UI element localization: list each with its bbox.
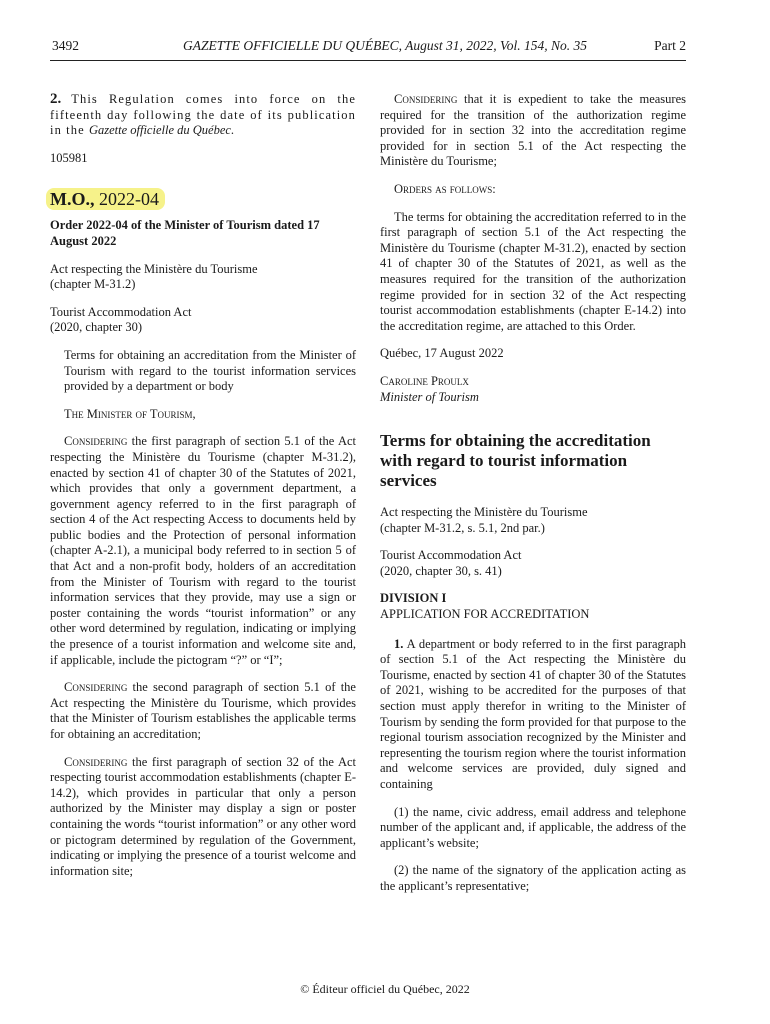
act-chapter: (chapter M-31.2) (50, 277, 136, 292)
running-header-title: GAZETTE OFFICIELLE DU QUÉBEC, August 31, 2022, Vol. 154, No. 35 (182, 38, 587, 53)
part-label: Part 2 (654, 38, 686, 53)
section-2-paragraph (50, 92, 356, 139)
header-rule (50, 60, 686, 61)
considering-paragraph-3 (50, 755, 356, 880)
gazette-name: Gazette officielle du Québec (88, 123, 231, 138)
division-number: DIVISION I (380, 591, 447, 606)
considering-lead: Considering (394, 92, 458, 106)
act-name: Act respecting the Ministère du Tourisme (380, 505, 588, 520)
considering-lead: Considering (64, 680, 128, 695)
act-reference-2 (50, 305, 356, 336)
act-citation: (2020, chapter 30, s. 41) (380, 563, 502, 578)
considering-text: the first paragraph of section 5.1 of the Act respecting the Ministère du Tourisme (chapter M-31.2), enacted by section 41 of chapter 30 of the Statutes of 2021, which provides that only a government department, a government agency referred to in the first paragraph of section 4 of the Act respecting Access to documents held by public bodies and the Protection of personal information (chapter A-2.1), a municipal body referred to in section 5 of that Act and a non-profit body, holders of an accreditation from the Minister of Tourism with regard to the tourist information services that they provide, may use a sign or poster containing the words “tourist information” or any other word determined by regulation, indicating or implying the presence of a tourist information and welcome site and, if applicable, include the pictogram “?” or “I”; (50, 434, 356, 667)
considering-lead: Considering (64, 754, 128, 769)
act-reference-1 (50, 262, 356, 293)
signature-block (380, 374, 686, 405)
place-and-date: Québec, 17 August 2022 (380, 346, 504, 361)
considering-text: that it is expedient to take the measures required for the transition of the authorization regime provided for in section 32 into the accreditation regime provided for in section 5.1 of the Act respecting the Ministère du Tourisme; (380, 92, 686, 169)
considering-lead: Considering (64, 434, 128, 449)
mo-number: 2022-04 (99, 189, 159, 210)
ministerial-order-highlight (46, 188, 165, 210)
division-heading (380, 591, 686, 622)
act-chapter: (2020, chapter 30) (50, 320, 142, 335)
considering-text: the second paragraph of section 5.1 of the Act respecting the Ministère du Tourisme, which provides that the Minister of Tourism establishes the applicable terms for obtaining an accreditation; (50, 680, 356, 741)
left-column (50, 92, 356, 891)
order-title: Order 2022-04 of the Minister of Tourism dated 17 August 2022 (50, 218, 320, 248)
signatory-name: Caroline Proulx (380, 373, 469, 388)
section-text: This Regulation comes into force on the fifteenth day following the date of its publication in the (50, 92, 357, 138)
considering-paragraph-1 (50, 434, 356, 668)
considering-paragraph-4 (380, 92, 686, 170)
considering-text: the first paragraph of section 32 of the Act respecting tourist accommodation establishments (chapter E-14.2), which provides in particular that only a person authorized by the Minister may display a sign or poster containing the words “tourist information” or any other word or pictogram determined by regulation of the Government, indicating or implying the presence of a tourist welcome and information site; (50, 754, 356, 878)
minister-heading: The Minister of Tourism, (64, 406, 196, 421)
copyright-footer: © Éditeur officiel du Québec, 2022 (300, 982, 470, 996)
orders-paragraph: The terms for obtaining the accreditation referred to in the first paragraph of section 5.1 of the Act respecting the Ministère du Tourisme (chapter M-31.2), enacted by section 41 of chapter 30 of the Statutes of 2021, as well as the measures required for the transition of the authorization regime provided for in section 32 of the Act respecting tourist accommodation establishments (chapter E-14.2) into the accreditation regime, are attached to this Order. (380, 209, 686, 333)
act-name: Act respecting the Ministère du Tourisme (50, 261, 258, 276)
terms-reference-2 (380, 548, 686, 579)
act-citation: (chapter M-31.2, s. 5.1, 2nd par.) (380, 520, 545, 535)
section-text: A department or body referred to in the first paragraph of section 5.1 of the Act respecting the Ministère du Tourisme, enacted by section 41 of chapter 30 of the Statutes of 2021, wishing to be accredited for the purposes of that section must apply therefor in writing to the Minister of Tourism by sending the form provided for that purpose to the regional tourism association recognized by the Minister and representing the tourism region where the tourist information and welcome services are provided, duly signed and containing (380, 636, 687, 791)
section-number: 2. (50, 91, 62, 107)
list-item-2: (2) the name of the signatory of the application acting as the applicant’s representative; (380, 863, 686, 893)
orders-heading: Orders as follows: (394, 181, 496, 196)
division-title: APPLICATION FOR ACCREDITATION (380, 607, 590, 622)
section-number: 1. (394, 636, 404, 651)
act-name: Tourist Accommodation Act (380, 548, 522, 563)
terms-reference-1 (380, 505, 686, 536)
act-name: Tourist Accommodation Act (50, 304, 192, 319)
page-number: 3492 (52, 38, 79, 53)
considering-paragraph-2 (50, 680, 356, 742)
section-1-paragraph (380, 637, 686, 793)
order-summary: Terms for obtaining an accreditation from the Minister of Tourism with regard to the tourist information services provided by a department or body (64, 347, 356, 394)
list-item-1: (1) the name, civic address, email address and telephone number of the applicant and, if applicable, the address of the applicant’s website; (380, 804, 686, 850)
section-end: . (230, 123, 235, 138)
reference-number: 105981 (50, 150, 88, 165)
mo-prefix: M.O., (50, 189, 95, 210)
terms-title: Terms for obtaining the accreditation with regard to tourist information services (380, 431, 651, 491)
right-column (380, 92, 686, 907)
signatory-title: Minister of Tourism (380, 389, 479, 404)
